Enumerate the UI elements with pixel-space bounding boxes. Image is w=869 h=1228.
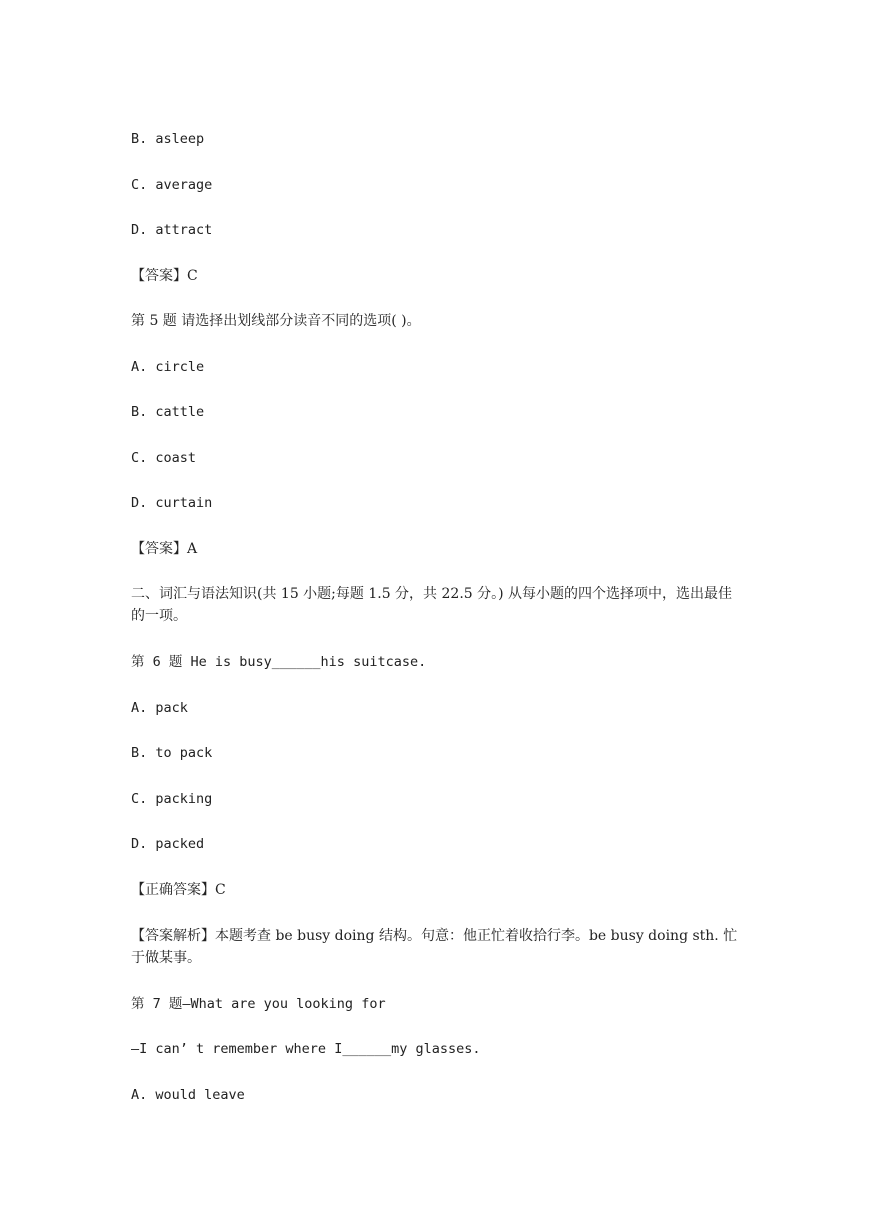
q6-stem: 第 6 题 He is busy______his suitcase. bbox=[131, 654, 427, 670]
q7-dialogue-line: —I can’ t remember where I______my glasses. bbox=[131, 1041, 481, 1057]
q6-option-b: B. to pack bbox=[131, 745, 213, 761]
q6-correct-answer: 【正确答案】C bbox=[131, 882, 226, 898]
section-heading: 二、词汇与语法知识(共 15 小题;每题 1.5 分，共 22.5 分。) 从每小题的四个选择项中，选出最佳的一项。 bbox=[131, 586, 733, 624]
q4-option-c: C. average bbox=[131, 177, 213, 193]
q4-option-b: B. asleep bbox=[131, 131, 205, 147]
q7-option-a: A. would leave bbox=[131, 1087, 245, 1103]
q5-stem: 第 5 题 请选择出划线部分读音不同的选项( )。 bbox=[131, 313, 421, 329]
q6-option-c: C. packing bbox=[131, 791, 213, 807]
q5-option-d: D. curtain bbox=[131, 495, 213, 511]
q6-option-d: D. packed bbox=[131, 836, 205, 852]
q5-answer: 【答案】A bbox=[131, 541, 198, 557]
q7-stem: 第 7 题—What are you looking for bbox=[131, 996, 386, 1012]
q5-option-b: B. cattle bbox=[131, 404, 205, 420]
q4-option-d: D. attract bbox=[131, 222, 213, 238]
q5-option-a: A. circle bbox=[131, 359, 205, 375]
q5-option-c: C. coast bbox=[131, 450, 197, 466]
q6-answer-analysis: 【答案解析】本题考查 be busy doing 结构。句意：他正忙着收拾行李。be busy doing sth. 忙于做某事。 bbox=[131, 928, 738, 966]
q6-option-a: A. pack bbox=[131, 700, 188, 716]
q4-answer: 【答案】C bbox=[131, 268, 198, 284]
